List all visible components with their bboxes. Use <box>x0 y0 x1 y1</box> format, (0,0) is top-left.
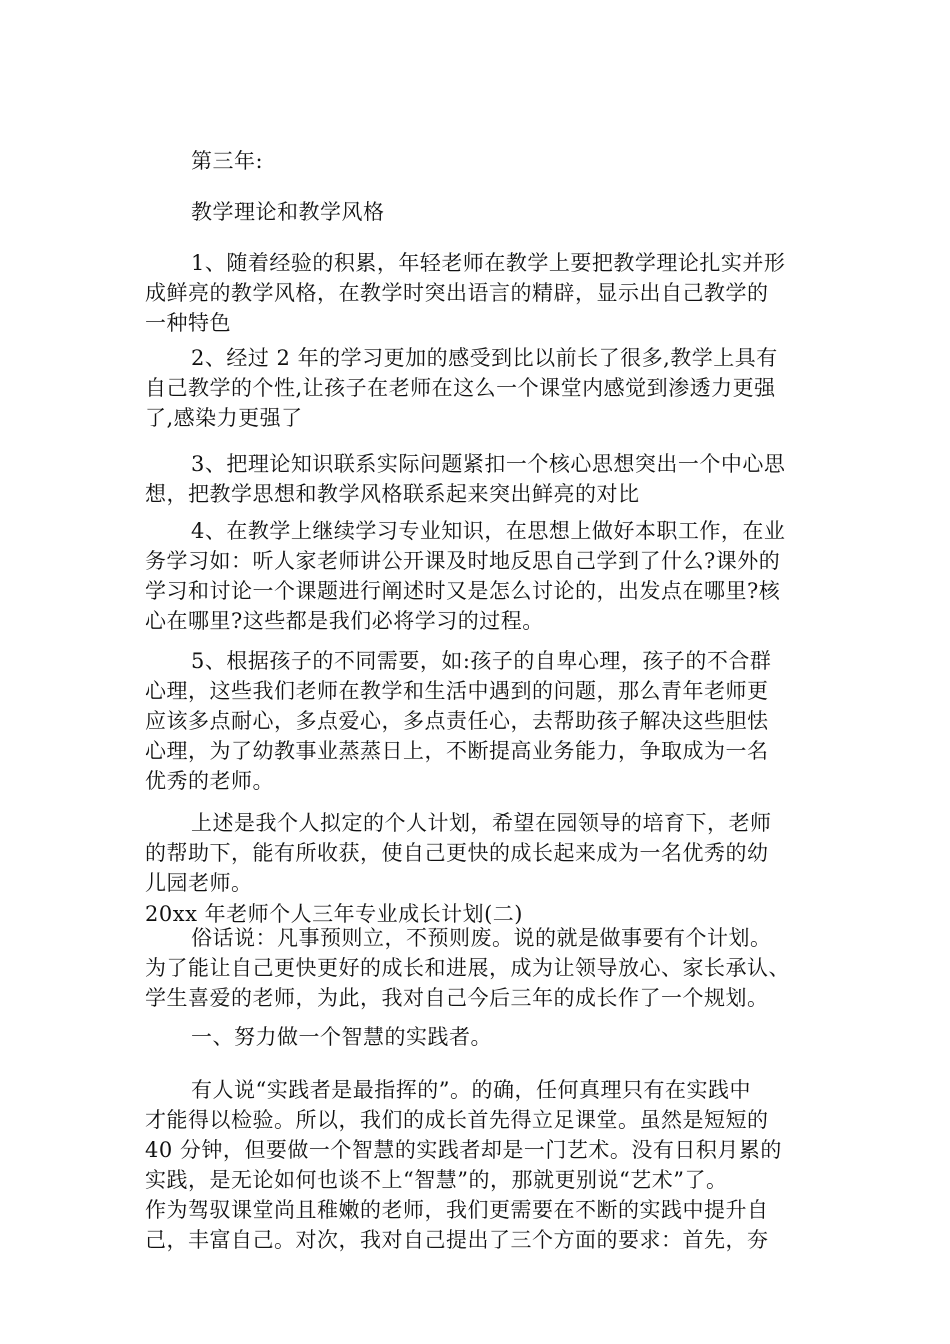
paragraph-line: 想，把教学思想和教学风格联系起来突出鲜亮的对比 <box>145 482 640 506</box>
paragraph-line: 心在哪里?这些都是我们必将学习的过程。 <box>145 609 544 633</box>
paragraph-line: 1、随着经验的积累，年轻老师在教学上要把教学理论扎实并形 <box>191 251 786 275</box>
plan-2-title-text: 20xx 年老师个人三年专业成长计划(二) <box>145 902 523 926</box>
paragraph-line: 心理，这些我们老师在教学和生活中遇到的问题，那么青年老师更 <box>145 679 769 703</box>
paragraph-line: 有人说“实践者是最指挥的”。的确，任何真理只有在实践中 <box>191 1078 751 1102</box>
paragraph-line: 作为驾驭课堂尚且稚嫩的老师，我们更需要在不断的实践中提升自 <box>145 1198 769 1222</box>
paragraph-line: 一种特色 <box>145 311 231 335</box>
section-title-text: 教学理论和教学风格 <box>191 200 385 224</box>
paragraph-item-3 <box>145 449 825 509</box>
paragraph-item-2 <box>145 343 825 433</box>
paragraph-line: 学习和讨论一个课题进行阐述时又是怎么讨论的，出发点在哪里?核 <box>145 579 781 603</box>
paragraph-line: 上述是我个人拟定的个人计划，希望在园领导的培育下，老师 <box>191 811 772 835</box>
year-heading <box>145 146 825 176</box>
paragraph-item-5 <box>145 646 825 796</box>
paragraph-line: 学生喜爱的老师，为此，我对自己今后三年的成长作了一个规划。 <box>145 986 769 1010</box>
paragraph-item-1 <box>145 248 825 338</box>
paragraph-item-4 <box>145 516 825 636</box>
closing-paragraph <box>145 808 825 898</box>
point-1-title-text: 一、努力做一个智慧的实践者。 <box>191 1025 492 1049</box>
paragraph-line: 儿园老师。 <box>145 871 253 895</box>
paragraph-line: 俗话说：凡事预则立，不预则废。说的就是做事要有个计划。 <box>191 926 772 950</box>
paragraph-line: 5、根据孩子的不同需要，如:孩子的自卑心理，孩子的不合群 <box>191 649 772 673</box>
paragraph-line: 了,感染力更强了 <box>145 406 303 430</box>
paragraph-line: 实践，是无论如何也谈不上“智慧”的，那就更别说“艺术”了。 <box>145 1168 728 1192</box>
section-title <box>145 197 825 227</box>
paragraph-line: 的帮助下，能有所收获，使自己更快的成长起来成为一名优秀的幼 <box>145 841 769 865</box>
paragraph-line: 心理，为了幼教事业蒸蒸日上，不断提高业务能力，争取成为一名 <box>145 739 769 763</box>
paragraph-line: 2、经过 2 年的学习更加的感受到比以前长了很多,教学上具有 <box>191 346 778 370</box>
paragraph-line: 自己教学的个性,让孩子在老师在这么一个课堂内感觉到渗透力更强 <box>145 376 776 400</box>
paragraph-line: 40 分钟，但要做一个智慧的实践者却是一门艺术。没有日积月累的 <box>145 1138 782 1162</box>
point-1-paragraph <box>145 1075 825 1255</box>
year-heading-text: 第三年: <box>191 149 264 173</box>
paragraph-line: 应该多点耐心，多点爱心，多点责任心，去帮助孩子解决这些胆怯 <box>145 709 769 733</box>
intro-paragraph <box>145 923 825 1013</box>
paragraph-line: 才能得以检验。所以，我们的成长首先得立足课堂。虽然是短短的 <box>145 1108 769 1132</box>
paragraph-line: 4、在教学上继续学习专业知识，在思想上做好本职工作，在业 <box>191 519 786 543</box>
paragraph-line: 3、把理论知识联系实际问题紧扣一个核心思想突出一个中心思 <box>191 452 786 476</box>
point-1-title <box>145 1022 825 1052</box>
paragraph-line: 优秀的老师。 <box>145 769 274 793</box>
paragraph-line: 己，丰富自己。对次，我对自己提出了三个方面的要求：首先，夯 <box>145 1228 769 1252</box>
paragraph-line: 为了能让自己更快更好的成长和进展，成为让领导放心、家长承认、 <box>145 956 790 980</box>
paragraph-line: 务学习如：听人家老师讲公开课及时地反思自己学到了什么?课外的 <box>145 549 781 573</box>
paragraph-line: 成鲜亮的教学风格，在教学时突出语言的精辟，显示出自己教学的 <box>145 281 769 305</box>
